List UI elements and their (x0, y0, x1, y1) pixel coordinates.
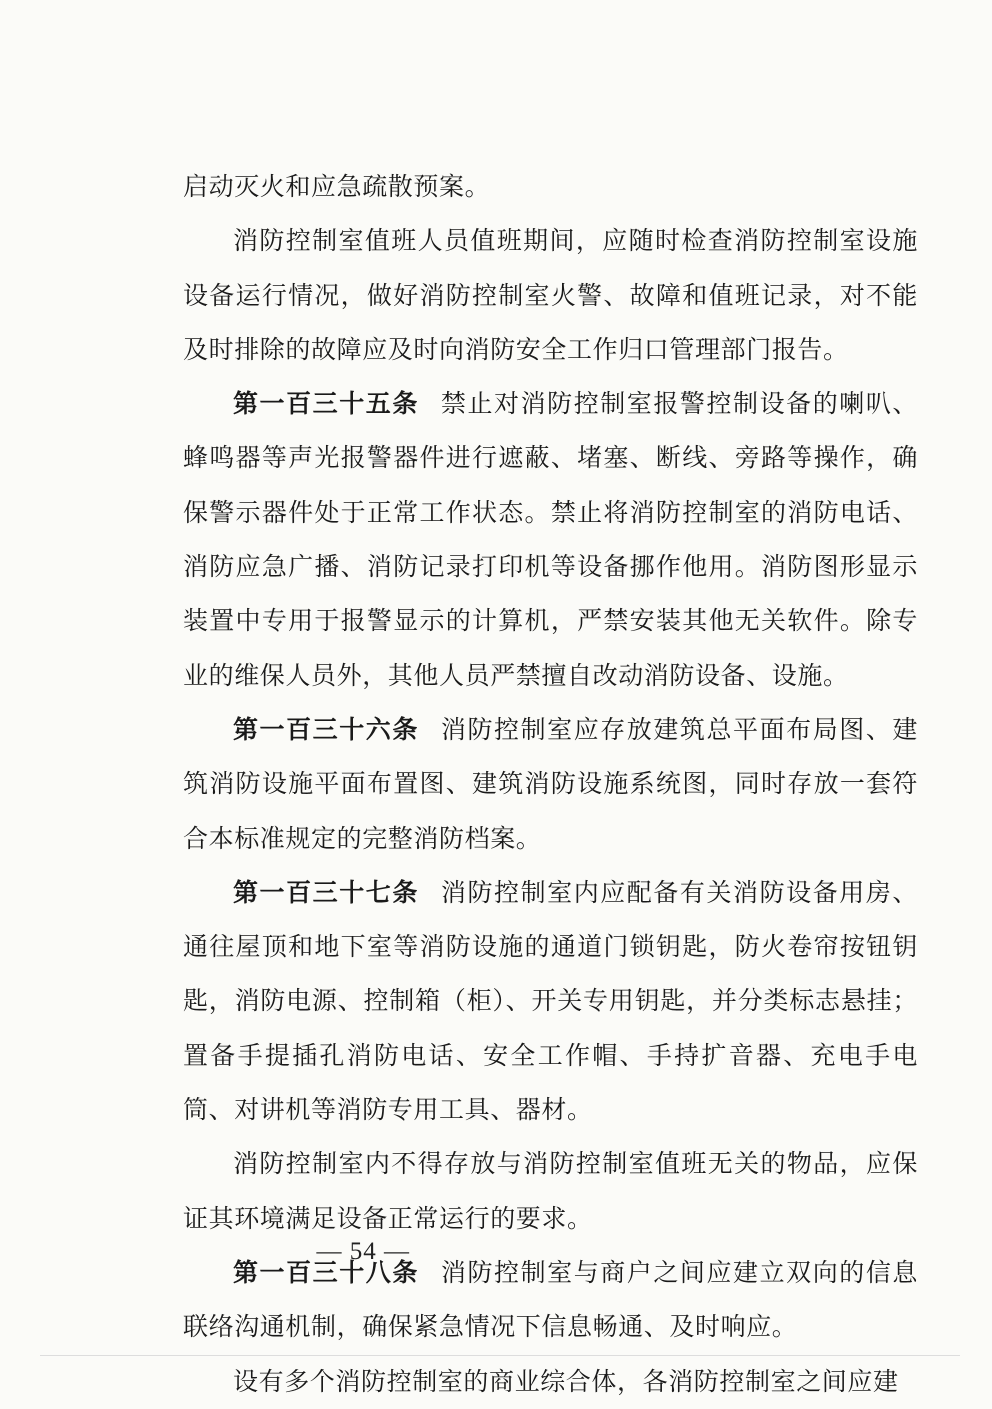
article-heading: 第一百三十八条 (233, 1257, 419, 1287)
article-body: 禁止对消防控制室报警控制设备的喇叭、蜂鸣器等声光报警器件进行遮蔽、堵塞、断线、旁路等操作，确保警示器件处于正常工作状态。禁止将消防控制室的消防电话、消防应急广播、消防记录打印机等设备挪作他用。消防图形显示装置中专用于报警显示的计算机，严禁安装其他无关软件。除专业的维保人员外，其他人员严禁擅自改动消防设备、设施。 (183, 389, 918, 690)
paragraph-duty: 消防控制室值班人员值班期间，应随时检查消防控制室设施设备运行情况，做好消防控制室火警、故障和值班记录，对不能及时排除的故障应及时向消防安全工作归口管理部门报告。 (183, 226, 918, 364)
article-body: 消防控制室与商户之间应建立双向的信息联络沟通机制，确保紧急情况下信息畅通、及时响应。 (183, 1257, 918, 1342)
article-137 (183, 866, 918, 1137)
article-heading: 第一百三十七条 (233, 877, 419, 907)
article-body: 消防控制室应存放建筑总平面布局图、建筑消防设施平面布置图、建筑消防设施系统图，同时存放一套符合本标准规定的完整消防档案。 (183, 714, 918, 853)
article-136 (183, 703, 918, 866)
article-body: 消防控制室内应配备有关消防设备用房、通往屋顶和地下室等消防设施的通道门锁钥匙，防火卷帘按钮钥匙，消防电源、控制箱（柜）、开关专用钥匙，并分类标志悬挂；置备手提插孔消防电话、安全工作帽、手持扩音器、充电手电筒、对讲机等消防专用工具、器材。 (183, 877, 918, 1125)
paragraph-storage: 消防控制室内不得存放与消防控制室值班无关的物品，应保证其环境满足设备正常运行的要求。 (183, 1149, 918, 1233)
article-135 (183, 377, 918, 703)
article-heading: 第一百三十五条 (233, 389, 419, 419)
scan-edge-line (40, 1355, 960, 1356)
page-number: — 54 — (316, 1238, 410, 1265)
paragraph-continued: 启动灭火和应急疏散预案。 (183, 172, 491, 201)
paragraph-multi-control-rooms: 设有多个消防控制室的商业综合体，各消防控制室之间应建 (233, 1366, 899, 1396)
body-text (183, 160, 918, 1409)
article-heading: 第一百三十六条 (233, 714, 419, 744)
